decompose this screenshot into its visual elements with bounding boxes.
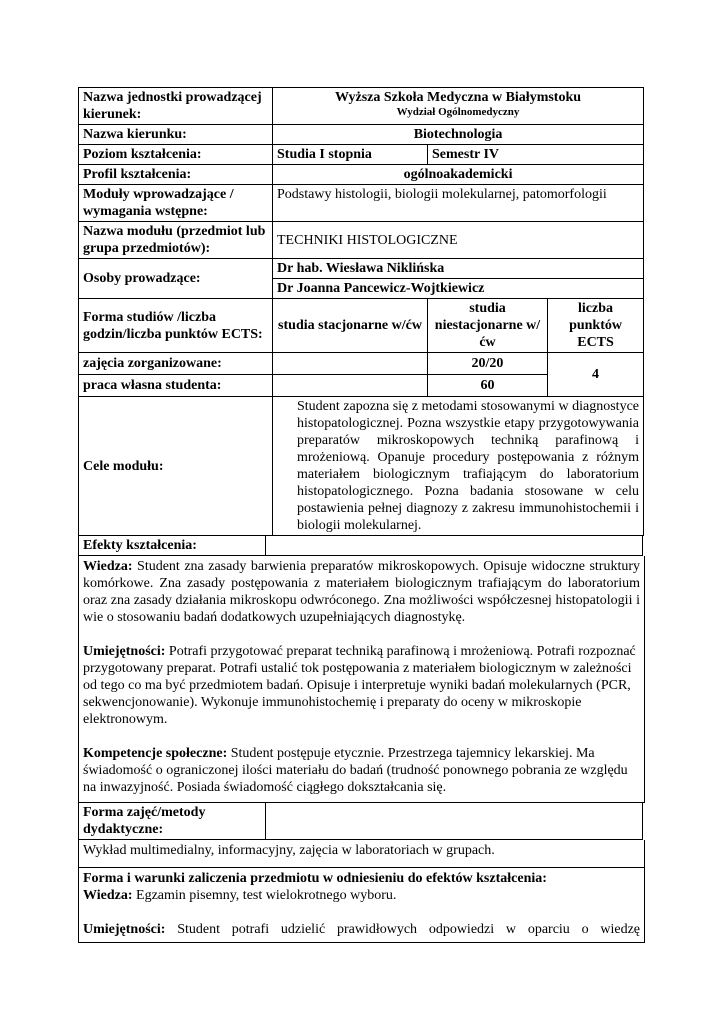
outcomes-header [78, 536, 643, 556]
goals-text: Student zapozna się z metodami stosowanymi w diagnostyce histopatologicznej. Pozna wszystkie etapy przygotowywania preparatów mikroskopowych techniką parafinową i mrożeniową. Opanuje procedury postępowania z różnym materiałem biologicznym trafiającym do laboratorium histopatologicznego. Pozna badania stosowane w celu postawienia pełnej diagnozy z zakresu immunohistochemii i biologii molekularnej. [273, 397, 644, 536]
outcomes-label: Efekty kształcenia: [79, 536, 266, 555]
knowledge-text: Student zna zasady barwienia preparatów mikroskopowych. Opisuje widoczne struktury komórkowe. Zna zasady postępowania z materiałem biologicznym trafiającym do laboratorium oraz zna zasady działania mikroskopu odwróconego. Zna możliwości współczesnej histopatologii i wie o stosowaniu badań dodatkowych uzupełniających diagnostykę. [83, 559, 641, 625]
syllabus-page [78, 87, 643, 943]
goals-table [78, 397, 644, 536]
assessment-knowledge-text: Egzamin pisemny, test wielokrotnego wyboru. [136, 888, 397, 903]
methods-label: Forma zajęć/metody dydaktyczne: [79, 803, 266, 839]
skills-text: Potrafi przygotować preparat techniką parafinową i mrożeniową. Potrafi rozpoznać przygotowany preparat. Potrafi ustalić tok postępowania z materiałem biologicznym w zależności od tego co ma być przedmiotem badań. Opisuje i interpretuje wyniki badań molekularnych (PCR, sekwencjonowanie). Wykonuje immunohistochemię i preparaty do oceny w mikroskopie elektronowym. [83, 644, 636, 727]
level-value: Studia I stopnia [273, 145, 428, 165]
assessment-title: Forma i warunki zaliczenia przedmiotu w odniesieniu do efektów kształcenia: [83, 871, 547, 886]
own-nonstationary: 60 [428, 375, 548, 397]
goals-label: Cele modułu: [79, 397, 273, 536]
study-form-label: Forma studiów /liczba godzin/liczba punktów ECTS: [79, 299, 273, 353]
skills-label: Umiejętności: [83, 644, 166, 659]
col-nonstationary: studia niestacjonarne w/ćw [428, 299, 548, 353]
field-value: Biotechnologia [273, 125, 644, 145]
level-label: Poziom kształcenia: [79, 145, 273, 165]
assessment-knowledge-label: Wiedza: [83, 888, 133, 903]
organized-label: zajęcia zorganizowane: [79, 353, 273, 375]
methods-header [78, 803, 643, 840]
semester-value: Semestr IV [428, 145, 644, 165]
prereq-value: Podstawy histologii, biologii molekularnej, patomorfologii [273, 185, 644, 222]
knowledge-label: Wiedza: [83, 559, 133, 574]
profile-label: Profil kształcenia: [79, 165, 273, 185]
assessment-skills-text: Student potrafi udzielić prawidłowych odpowiedzi w oparciu o wiedzę [177, 922, 640, 937]
col-stationary: studia stacjonarne w/ćw [273, 299, 428, 353]
outcomes-block [78, 556, 645, 803]
school-name: Wyższa Szkoła Medyczna w Białymstoku [335, 90, 582, 105]
teachers-label: Osoby prowadzące: [79, 259, 273, 299]
organized-nonstationary: 20/20 [428, 353, 548, 375]
own-work-label: praca własna studenta: [79, 375, 273, 397]
teacher-1: Dr hab. Wiesława Niklińska [273, 259, 644, 279]
prereq-label: Moduły wprowadzające / wymagania wstępne: [79, 185, 273, 222]
organized-stationary [273, 353, 428, 375]
methods-text: Wykład multimedialny, informacyjny, zajęcia w laboratoriach w grupach. [78, 840, 645, 868]
module-label: Nazwa modułu (przedmiot lub grupa przedmiotów): [79, 222, 273, 259]
faculty-name: Wydział Ogólnomedyczny [396, 106, 520, 118]
assessment-skills-label: Umiejętności: [83, 922, 166, 937]
assessment-block [78, 868, 645, 943]
module-value: TECHNIKI HISTOLOGICZNE [273, 222, 644, 259]
own-stationary [273, 375, 428, 397]
ects-value: 4 [548, 353, 644, 397]
unit-label: Nazwa jednostki prowadzącej kierunek: [79, 88, 273, 125]
profile-value: ogólnoakademicki [273, 165, 644, 185]
teacher-2: Dr Joanna Pancewicz-Wojtkiewicz [273, 279, 644, 299]
col-ects: liczba punktów ECTS [548, 299, 644, 353]
social-text: Student postępuje etycznie. Przestrzega tajemnicy lekarskiej. Ma świadomość o ograniczonej ilości materiału do badań (trudność ponownego pobrania ze względu na inwazyjność. Posiada świadomość ciągłego dokształcania się. [83, 746, 628, 795]
field-label: Nazwa kierunku: [79, 125, 273, 145]
social-label: Kompetencje społeczne: [83, 746, 228, 761]
syllabus-table [78, 87, 644, 397]
